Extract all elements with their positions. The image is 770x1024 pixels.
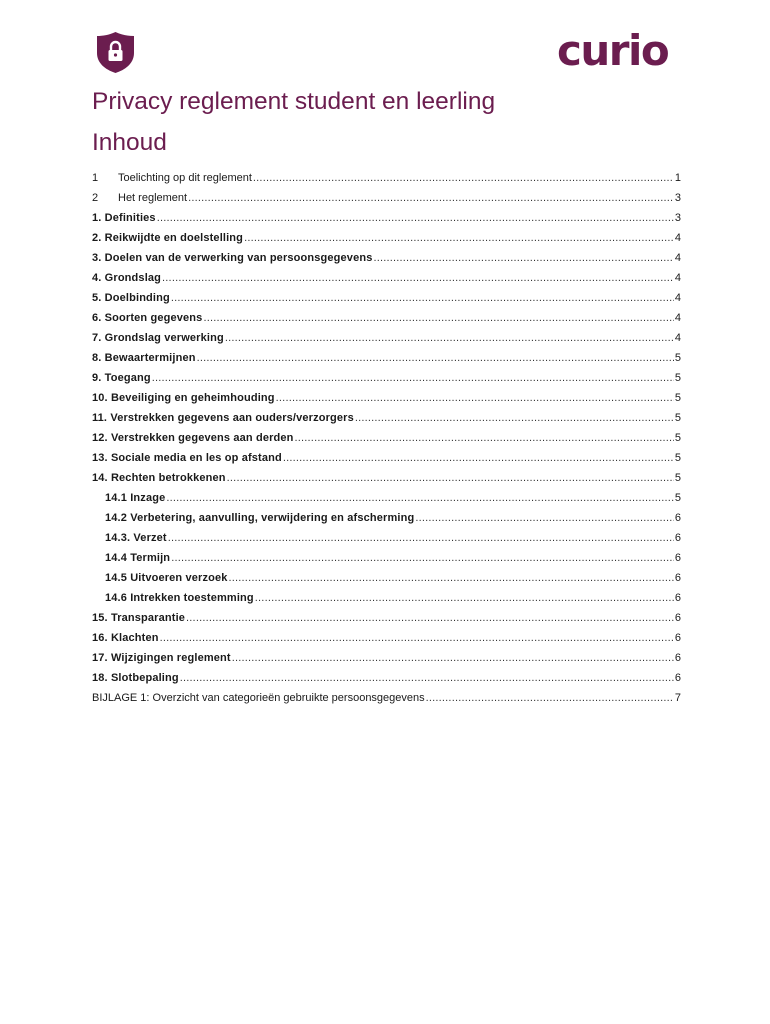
toc-dot-leader: [227, 468, 674, 488]
toc-entry[interactable]: [92, 508, 681, 528]
toc-page-number: 6: [674, 572, 681, 584]
toc-entry[interactable]: [92, 248, 681, 268]
toc-entry-title: 12. Verstrekken gegevens aan derden: [92, 432, 294, 444]
toc-entry-title: 15. Transparantie: [92, 612, 186, 624]
toc-page-number: 4: [674, 252, 681, 264]
toc-entry-title: Toelichting op dit reglement: [118, 172, 252, 184]
toc-entry-title: 13. Sociale media en les op afstand: [92, 452, 282, 464]
toc-dot-leader: [171, 288, 674, 308]
toc-entry[interactable]: [92, 528, 681, 548]
toc-entry[interactable]: [92, 208, 681, 228]
toc-dot-leader: [197, 348, 674, 368]
toc-entry[interactable]: [92, 548, 681, 568]
toc-page-number: 6: [674, 632, 681, 644]
toc-page-number: 5: [674, 432, 681, 444]
toc-entry-title: 10. Beveiliging en geheimhouding: [92, 392, 275, 404]
toc-entry[interactable]: [92, 388, 681, 408]
toc-entry-title: 14.5 Uitvoeren verzoek: [105, 572, 228, 584]
toc-entry-number: 1: [92, 172, 99, 184]
toc-page-number: 3: [674, 192, 681, 204]
toc-dot-leader: [373, 248, 673, 268]
toc-entry-title: 14.6 Intrekken toestemming: [105, 592, 254, 604]
toc-page-number: 5: [674, 472, 681, 484]
toc-entry[interactable]: [92, 688, 681, 708]
toc-dot-leader: [426, 688, 674, 708]
toc-entry-title: 3. Doelen van de verwerking van persoonsgegevens: [92, 252, 373, 264]
toc-dot-leader: [186, 608, 674, 628]
toc-page-number: 4: [674, 332, 681, 344]
toc-entry-title: BIJLAGE 1: Overzicht van categorieën gebruikte persoonsgegevens: [92, 692, 425, 704]
toc-dot-leader: [162, 268, 674, 288]
toc-dot-leader: [180, 668, 674, 688]
toc-dot-leader: [255, 588, 674, 608]
toc-page-number: 5: [674, 452, 681, 464]
toc-entry[interactable]: [92, 168, 681, 188]
toc-entry[interactable]: [92, 608, 681, 628]
toc-page-number: 4: [674, 232, 681, 244]
toc-dot-leader: [157, 208, 674, 228]
toc-dot-leader: [203, 308, 673, 328]
toc-dot-leader: [283, 448, 674, 468]
toc-entry-title: 7. Grondslag verwerking: [92, 332, 224, 344]
toc-entry-title: 11. Verstrekken gegevens aan ouders/verzorgers: [92, 412, 354, 424]
toc-page-number: 4: [674, 312, 681, 324]
toc-entry[interactable]: [92, 628, 681, 648]
toc-dot-leader: [160, 628, 674, 648]
toc-entry-title: Het reglement: [118, 192, 188, 204]
toc-entry-title: 6. Soorten gegevens: [92, 312, 203, 324]
toc-dot-leader: [225, 328, 674, 348]
toc-entry-title: 16. Klachten: [92, 632, 159, 644]
toc-entry-title: 1. Definities: [92, 212, 156, 224]
toc-page-number: 1: [674, 172, 681, 184]
curio-logo: curio: [557, 26, 669, 75]
toc-dot-leader: [295, 428, 674, 448]
toc-dot-leader: [166, 488, 674, 508]
shield-lock-icon: [96, 31, 135, 74]
toc-page-number: 6: [674, 652, 681, 664]
toc-page-number: 5: [674, 352, 681, 364]
toc-entry[interactable]: [92, 328, 681, 348]
toc-page-number: 6: [674, 512, 681, 524]
toc-heading: Inhoud: [92, 129, 167, 156]
toc-entry[interactable]: [92, 668, 681, 688]
toc-dot-leader: [244, 228, 674, 248]
toc-entry[interactable]: [92, 268, 681, 288]
toc-entry-title: 14.1 Inzage: [105, 492, 166, 504]
toc-page-number: 6: [674, 672, 681, 684]
toc-dot-leader: [355, 408, 674, 428]
toc-entry[interactable]: [92, 568, 681, 588]
toc-page-number: 5: [674, 372, 681, 384]
toc-dot-leader: [415, 508, 674, 528]
toc-entry-title: 8. Bewaartermijnen: [92, 352, 196, 364]
toc-entry[interactable]: [92, 468, 681, 488]
toc-entry-title: 5. Doelbinding: [92, 292, 170, 304]
toc-entry[interactable]: [92, 428, 681, 448]
toc-entry[interactable]: [92, 308, 681, 328]
toc-dot-leader: [276, 388, 674, 408]
toc-entry-title: 14.3. Verzet: [105, 532, 167, 544]
toc-entry[interactable]: [92, 408, 681, 428]
toc-page-number: 5: [674, 412, 681, 424]
toc-entry[interactable]: [92, 588, 681, 608]
toc-page-number: 4: [674, 292, 681, 304]
toc-page-number: 6: [674, 612, 681, 624]
toc-page-number: 6: [674, 592, 681, 604]
toc-entry-title: 4. Grondslag: [92, 272, 162, 284]
toc-entry-title: 9. Toegang: [92, 372, 151, 384]
toc-dot-leader: [253, 168, 674, 188]
toc-entry[interactable]: [92, 648, 681, 668]
toc-entry-title: 14. Rechten betrokkenen: [92, 472, 226, 484]
toc-entry-number: 2: [92, 192, 99, 204]
toc-entry-title: 14.4 Termijn: [105, 552, 171, 564]
table-of-contents: [92, 168, 681, 708]
toc-dot-leader: [168, 528, 674, 548]
toc-entry[interactable]: [92, 348, 681, 368]
toc-dot-leader: [229, 568, 674, 588]
document-title: Privacy reglement student en leerling: [92, 88, 496, 115]
toc-dot-leader: [188, 188, 674, 208]
toc-entry-title: 2. Reikwijdte en doelstelling: [92, 232, 244, 244]
toc-entry[interactable]: [92, 188, 681, 208]
toc-page-number: 3: [674, 212, 681, 224]
toc-entry[interactable]: [92, 228, 681, 248]
toc-entry-title: 14.2 Verbetering, aanvulling, verwijdering en afscherming: [105, 512, 415, 524]
toc-entry-title: 18. Slotbepaling: [92, 672, 179, 684]
toc-entry[interactable]: [92, 448, 681, 468]
toc-page-number: 5: [674, 492, 681, 504]
toc-page-number: 6: [674, 552, 681, 564]
toc-dot-leader: [152, 368, 674, 388]
toc-dot-leader: [171, 548, 674, 568]
toc-entry[interactable]: [92, 368, 681, 388]
toc-entry-title: 17. Wijzigingen reglement: [92, 652, 231, 664]
toc-page-number: 5: [674, 392, 681, 404]
toc-page-number: 6: [674, 532, 681, 544]
toc-page-number: 7: [674, 692, 681, 704]
toc-entry[interactable]: [92, 288, 681, 308]
toc-entry[interactable]: [92, 488, 681, 508]
toc-page-number: 4: [674, 272, 681, 284]
toc-dot-leader: [232, 648, 674, 668]
